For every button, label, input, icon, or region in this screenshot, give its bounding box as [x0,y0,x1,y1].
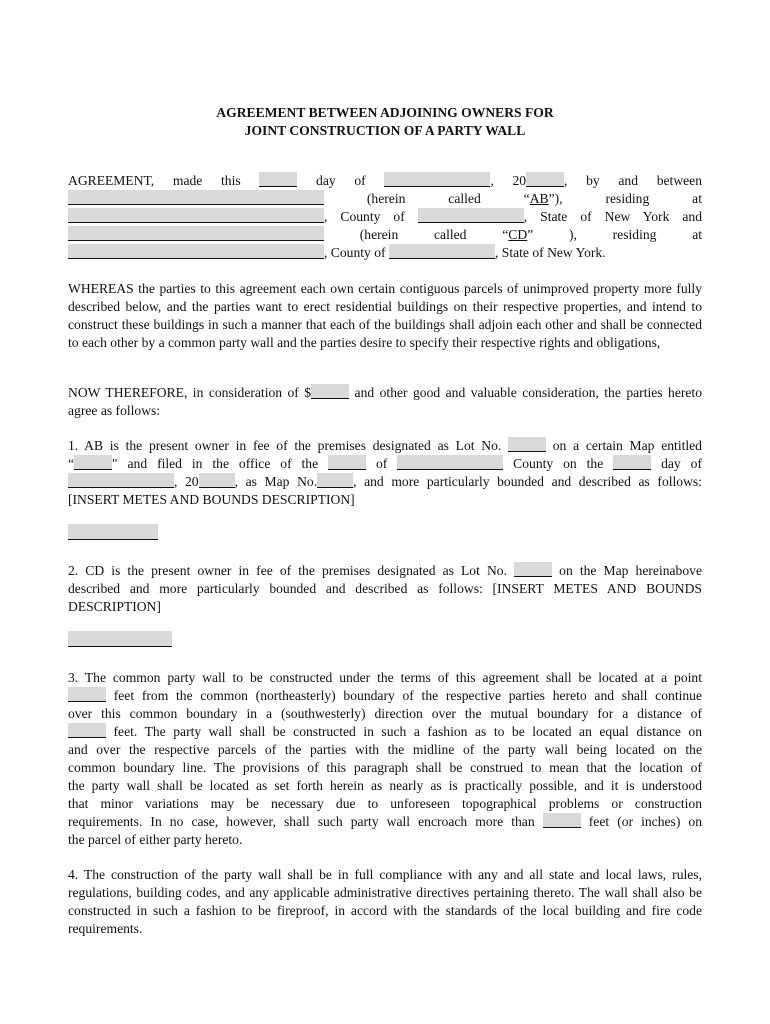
party-ab-address-field[interactable] [68,208,324,223]
map-title-field[interactable] [74,455,112,470]
p1-line-2: “ " and filed in the office of the of County on the day of [68,456,702,471]
p2-line-2: described and more particularly bounded and described as follows: [INSERT METES AND BOUNDS [68,581,702,596]
paragraph-3 [68,669,702,849]
paragraph-2 [68,562,702,616]
p3-line-8: that minor variations may be necessary due to unforeseen topographical problems or construction [68,796,702,811]
filing-county-field[interactable] [397,455,503,470]
p3-line-2: feet from the common (northeasterly) boundary of the respective parties hereto and shall continue [68,687,702,705]
filing-month-field[interactable] [68,473,174,488]
intro-paragraph [68,172,702,262]
office-field[interactable] [328,455,366,470]
p3-line-5: and over the respective parcels of the parties with the midline of the party wall being located on the [68,742,702,757]
filing-year-field[interactable] [199,473,235,488]
p2-line-3: DESCRIPTION] [68,599,161,614]
year-field[interactable] [526,172,564,187]
cd-label: CD [508,227,528,242]
intro-line-2: (herein called “AB”), residing at [68,190,702,208]
p2-line-1: 2. CD is the present owner in fee of the premises designated as Lot No. on the Map hereinabove [68,563,702,578]
ab-description-block [68,524,702,543]
party-cd-name-field[interactable] [68,226,324,241]
cd-description-block [68,631,702,650]
cd-lot-number-field[interactable] [514,562,552,577]
p3-line-3: over this common boundary in a (southwesterly) direction over the mutual boundary for a distance of [68,706,702,721]
p1-line-1: 1. AB is the present owner in fee of the premises designated as Lot No. on a certain Map entitled [68,438,702,453]
document-title-line-2: JOINT CONSTRUCTION OF A PARTY WALL [244,123,526,138]
whereas-paragraph: WHEREAS the parties to this agreement each own certain contiguous parcels of unimproved property more fully described below, and the parties want to erect residential buildings on their respective properties, and intend to construct these buildings in such a manner that each of the buildings shall adjoin each other and shall be connected to each other by a common party wall and the parties desire to specify their respective rights and obligations, [68,281,702,350]
p3-line-9: requirements. In no case, however, shall such party wall encroach more than feet (or inches) on [68,814,702,829]
p3-line-1: 3. The common party wall to be constructed under the terms of this agreement shall be located at a point [68,670,702,685]
distance-from-boundary-field[interactable] [68,687,106,702]
p3-line-6: common boundary line. The provisions of this paragraph shall be construed to mean that the location of [68,760,702,775]
party-ab-county-field[interactable] [418,208,524,223]
consideration-amount-field[interactable] [311,384,349,399]
paragraph-4: 4. The construction of the party wall shall be in full compliance with any and all state and local laws, rules, regulations, building codes, and any applicable administrative directives pertaining thereto. The wall shall also be constructed in such a fashion to be fireproof, in accord with the standards of the local building and fire code requirements. [68,867,702,936]
map-number-field[interactable] [317,473,353,488]
p3-line-7: the party wall shall be located as set forth herein as nearly as is practically possible, and it is understood [68,778,702,793]
paragraph-1 [68,437,702,509]
intro-line-5: , County of , State of New York. [68,244,702,262]
now-therefore-paragraph: NOW THEREFORE, in consideration of $ and other good and valuable consideration, the parties hereto agree as follows: [68,385,702,418]
day-field[interactable] [259,172,297,187]
p3-line-4: feet. The party wall shall be constructed in such a fashion as to be located an equal distance on [68,723,702,741]
intro-line-1: AGREEMENT, made this day of , 20 , by and between [68,173,702,188]
wall-length-field[interactable] [68,723,106,738]
party-cd-address-field[interactable] [68,244,324,259]
encroachment-limit-field[interactable] [543,813,581,828]
month-field[interactable] [384,172,490,187]
party-ab-name-field[interactable] [68,190,324,205]
filing-day-field[interactable] [613,455,651,470]
ab-lot-number-field[interactable] [508,437,546,452]
party-cd-county-field[interactable] [389,244,495,259]
p1-line-3: , 20 , as Map No. , and more particularly bounded and described as follows: [68,473,702,491]
p1-line-4: [INSERT METES AND BOUNDS DESCRIPTION] [68,492,355,507]
cd-metes-bounds-field[interactable] [68,631,172,647]
document-title-line-1: AGREEMENT BETWEEN ADJOINING OWNERS FOR [216,105,554,120]
ab-label: AB [529,191,549,206]
p3-line-10: the parcel of either party hereto. [68,832,243,847]
ab-metes-bounds-field[interactable] [68,524,158,540]
intro-line-4: (herein called “CD” ), residing at [68,226,702,244]
intro-line-3: , County of , State of New York and [68,208,702,226]
